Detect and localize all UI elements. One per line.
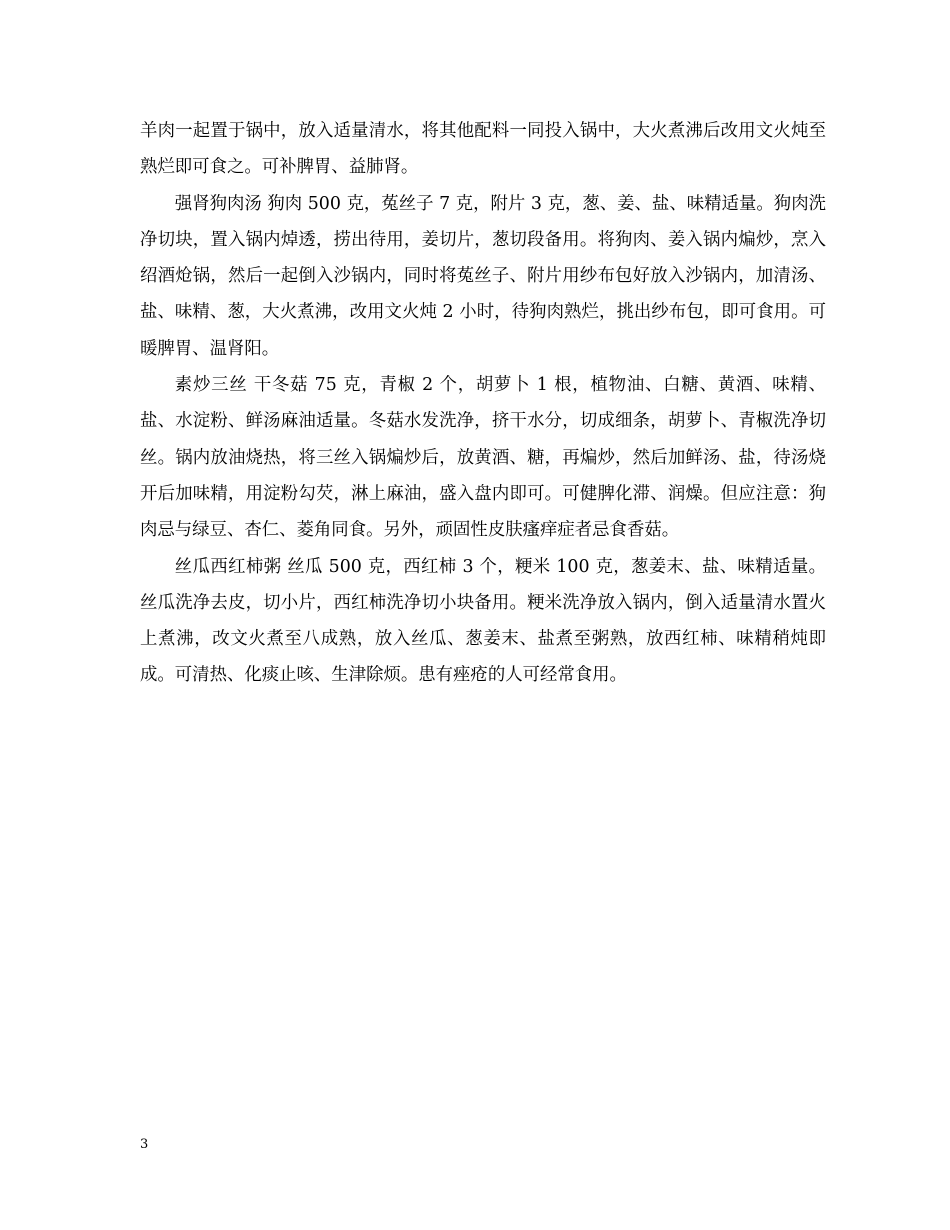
text-line: 盐、水淀粉、鲜汤麻油适量。冬菇水发洗净，挤干水分，切成细条，胡萝卜、青椒 [140,411,774,432]
text-line: 强肾狗肉汤 狗肉 500 克，菟丝子 7 克，附片 3 克，葱、姜、盐、味精适量。 [174,193,774,214]
text-line: 素炒三丝 干冬菇 75 克，青椒 2 个，胡萝卜 1 根，植物油、白糖、黄酒、味精、 [174,375,826,396]
paragraph-stir-fried-three-shreds [140,367,826,548]
text-line: 香菇。 [626,520,680,541]
text-line: 燥。但应注意：狗肉忌与绿豆、杏仁、菱角同食。另外，顽固性皮肤瘙痒症者忌食 [140,483,826,541]
text-line: 入沙锅内，加清汤、盐、味精、葱，大火煮沸，改用文火炖 2 小时，待狗肉熟烂， [140,266,826,323]
text-line: 盐，待汤烧开后加味精，用淀粉勾芡，淋上麻油，盛入盘内即可。可健脾化滞、润 [140,447,826,504]
text-line: 火炖至熟烂即可食之。可补脾胃、益肺肾。 [140,121,826,178]
paragraph-lamb-continuation [140,113,826,186]
paragraph-dog-meat-soup [140,186,826,367]
text-line: 丝瓜西红柿粥 丝瓜 500 克，西红柿 3 个，粳米 100 克，葱姜末、盐、味精适 [174,556,791,577]
text-line: 内煸炒，烹入绍酒炝锅，然后一起倒入沙锅内，同时将菟丝子、附片用纱布包好放 [140,229,826,287]
text-line: 挑出纱布包，即可食用。可暖脾胃、温肾阳。 [140,302,826,359]
text-line: 量。丝瓜洗净去皮，切小片，西红柿洗净切小块备用。粳米洗净放入锅内，倒入适 [140,556,826,613]
document-body [140,113,826,694]
page-number: 3 [140,1137,149,1152]
text-line: 羊肉一起置于锅中，放入适量清水，将其他配料一同投入锅中，大火煮沸后改用文 [140,121,774,141]
paragraph-loofah-tomato-porridge [140,549,826,694]
text-line: 狗肉洗净切块，置入锅内焯透，捞出待用，姜切片，葱切段备用。将狗肉、姜入锅 [140,193,826,250]
text-line: 洗净切丝。锅内放油烧热，将三丝入锅煸炒后，放黄酒、糖，再煸炒，然后加鲜汤、 [140,411,826,468]
text-line: 量清水置火上煮沸，改文火煮至八成熟，放入丝瓜、葱姜末、盐煮至粥熟，放西红 [140,592,826,650]
text-line: 柿、味精稍炖即成。可清热、化痰止咳、生津除烦。患有痤疮的人可经常食用。 [140,629,826,686]
